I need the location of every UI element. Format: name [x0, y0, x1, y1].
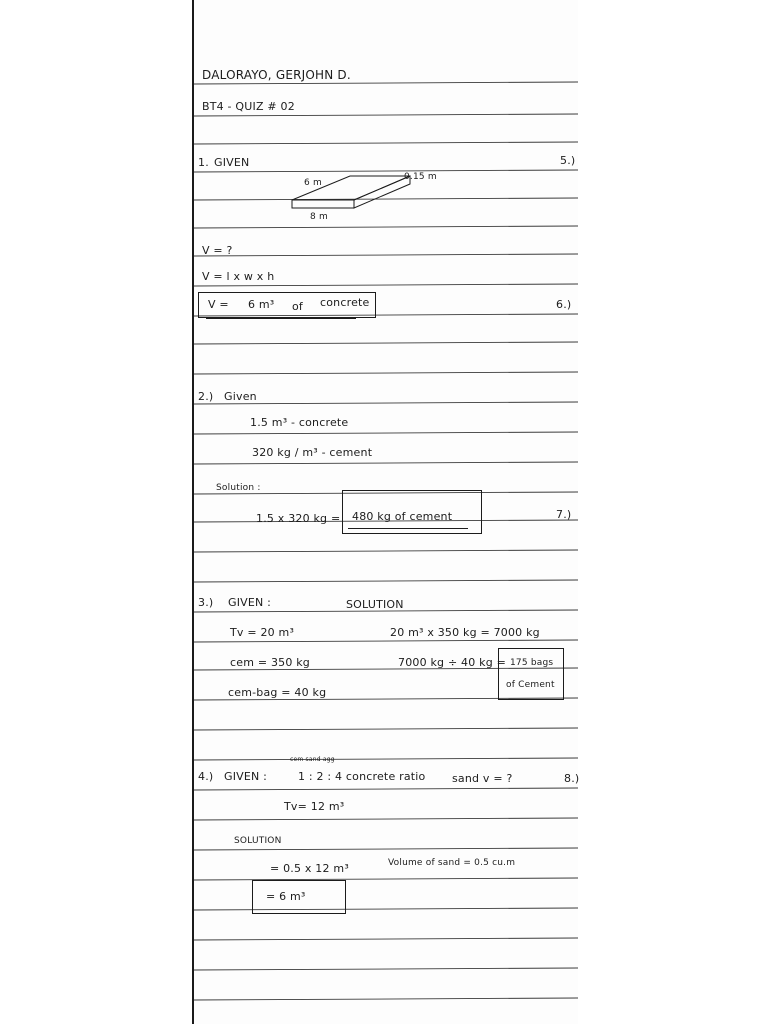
ruled-line	[194, 254, 578, 256]
ruled-line	[194, 342, 578, 344]
q3-answer-box	[498, 648, 564, 700]
q2-solution-label: Solution :	[216, 483, 261, 493]
ruled-line	[194, 284, 578, 286]
q2-given-label: Given	[224, 390, 257, 403]
q2-calc: 1.5 x 320 kg =	[256, 512, 341, 525]
q1-formula: V = l x w x h	[202, 270, 275, 283]
q4-tv: Tv= 12 m³	[284, 800, 345, 813]
q3-cem: cem = 350 kg	[230, 656, 310, 669]
margin-number-8: 8.)	[564, 772, 580, 785]
q4-calc: = 0.5 x 12 m³	[270, 862, 349, 875]
ruled-line	[194, 938, 578, 940]
q2-answer: 480 kg of cement	[352, 510, 453, 523]
q3-tv: Tv = 20 m³	[230, 626, 295, 639]
q1-answer-material: concrete	[320, 296, 370, 309]
q4-number: 4.)	[198, 770, 214, 783]
ruled-line	[194, 788, 578, 790]
ruled-line	[194, 432, 578, 434]
ruled-line	[194, 818, 578, 820]
ruled-line	[194, 82, 578, 84]
q1-dim-width: 6 m	[304, 178, 322, 188]
q1-given-label: GIVEN	[214, 156, 250, 169]
ruled-line	[194, 142, 578, 144]
q3-solution-label: SOLUTION	[346, 598, 404, 611]
q4-unknown: sand v = ?	[452, 772, 513, 785]
q2-line2: 320 kg / m³ - cement	[252, 446, 373, 459]
q4-ratio: 1 : 2 : 4 concrete ratio	[298, 770, 426, 783]
ruled-line	[194, 462, 578, 464]
q1-dim-length: 8 m	[310, 212, 328, 222]
q4-answer: = 6 m³	[266, 890, 306, 903]
margin-number-5: 5.)	[560, 154, 576, 167]
q3-answer-line1: 175 bags	[510, 658, 554, 668]
q1-unknown: V = ?	[202, 244, 233, 257]
notebook-paper	[192, 0, 578, 1024]
q3-cem-bag: cem-bag = 40 kg	[228, 686, 327, 699]
ruled-line	[194, 728, 578, 730]
ruled-line	[194, 114, 578, 116]
margin-number-6: 6.)	[556, 298, 572, 311]
ruled-line	[194, 226, 578, 228]
q3-calc2: 7000 kg ÷ 40 kg =	[398, 656, 507, 669]
q1-underline	[206, 318, 356, 319]
ruled-line	[194, 372, 578, 374]
quiz-title: BT4 - QUIZ # 02	[202, 100, 295, 113]
ruled-line	[194, 758, 578, 760]
ruled-line	[194, 550, 578, 552]
q4-given-label: GIVEN :	[224, 770, 268, 783]
ruled-line	[194, 998, 578, 1000]
ruled-line	[194, 580, 578, 582]
q1-answer-v: V =	[208, 298, 229, 311]
q3-given-label: GIVEN :	[228, 596, 272, 609]
q1-number: 1.	[198, 156, 209, 169]
q2-line1: 1.5 m³ - concrete	[250, 416, 349, 429]
student-name: DALORAYO, GERJOHN D.	[202, 68, 351, 82]
ruled-line	[194, 848, 578, 850]
margin-number-7: 7.)	[556, 508, 572, 521]
q2-underline	[348, 528, 468, 529]
q3-answer-line2: of Cement	[506, 680, 555, 690]
q1-answer-value: 6 m³	[248, 298, 275, 311]
q1-dim-height: 0.15 m	[404, 172, 437, 182]
q1-answer-of: of	[292, 300, 304, 313]
q4-ratio-annotation: cem sand agg	[290, 756, 335, 763]
q3-calc1: 20 m³ x 350 kg = 7000 kg	[390, 626, 540, 639]
ruled-line	[194, 640, 578, 642]
ruled-line	[194, 968, 578, 970]
q4-volume-note: Volume of sand = 0.5 cu.m	[388, 858, 516, 868]
q4-solution-label: SOLUTION	[234, 836, 282, 846]
q2-number: 2.)	[198, 390, 214, 403]
q3-number: 3.)	[198, 596, 214, 609]
